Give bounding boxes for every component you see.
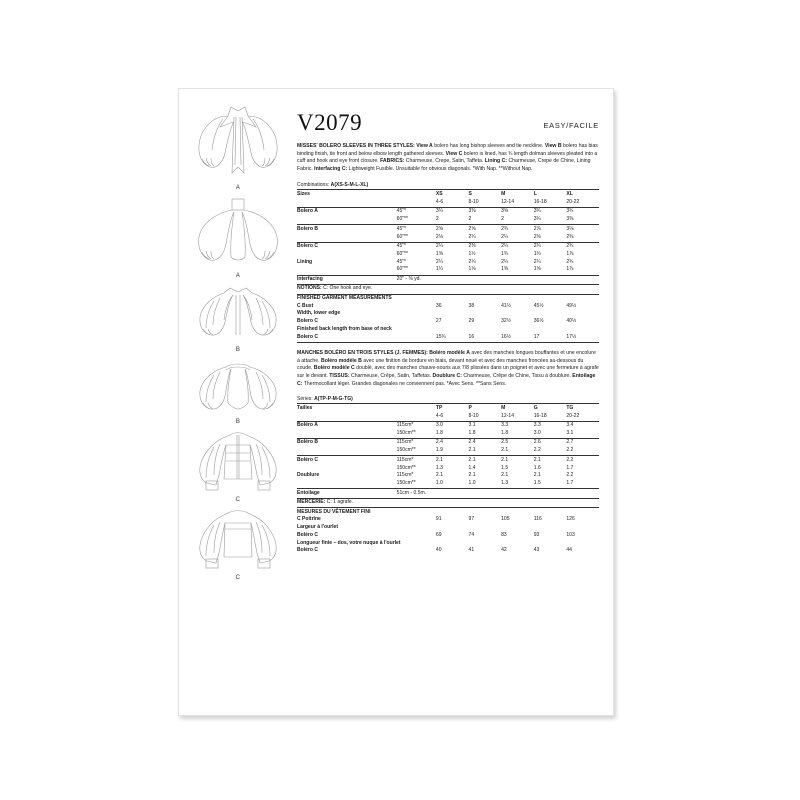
series-label: Séries: [297,395,313,402]
combinations-label: Combinations: [297,181,330,188]
entoilage-label: Entoilage [297,489,397,499]
imperial-yardage-table [297,189,599,343]
table-row [297,508,599,516]
series-value: A(TP-P-M-G-TG) [314,395,353,402]
table-row: Bolero C 45"* 2¼ 2⅜ 2¼ 2¼ 2¾ [297,243,574,250]
size-name: XL [566,190,599,199]
illustration-a-front [188,103,288,191]
illustration-c-back [188,507,288,581]
table-row: Boléro C 69 74 83 93 103 [297,531,575,538]
table-row: Bolero C 27 29 32½ 36½ 40½ [297,318,577,325]
table-row [297,412,599,421]
table-row: Doublure 115cm* 2.1 2.1 2.1 2.1 2.2 [297,472,574,479]
table-row: 150cm** 1.9 2.1 2.1 2.2 2.2 [297,447,599,456]
table-row-entoilage [297,489,599,499]
notions-row [297,285,599,295]
header-row [297,111,599,134]
table-row [297,294,599,302]
size-name: P [469,403,502,412]
description-english: MISSES' BOLERO SLEEVES IN THREE STYLES: View A bolero has long bishop sleeves and tie neckline. View B bolero has bias binding finish, tie front and below elbow length gathered sleeves. View C bolero is lined, has ¾ length dolman sleeves pleated into a cuff and hook and eye front closure. FABRICS: Charmeuse, Crepe, Satin, Taffeta. Lining C: Charmeuse, Crepe de Chine, Lining Fabric. Interfacing C: Lightweight Fusible. Unsuitable for obvious diagonals. *With Nap. **Without Nap. [297,143,598,173]
series-line [297,396,599,403]
table-row: 150cm** 1.8 1.8 1.8 3.0 3.1 [297,430,599,439]
table-row: 150cm** 1.0 1.0 1.3 1.5 1.7 [297,480,599,489]
illustration-c-front [188,429,288,503]
size-range: 8-10 [469,199,502,208]
size-range: 16-18 [534,412,567,421]
interfacing-label: Interfacing [297,275,397,285]
table-row-notions [297,285,599,295]
size-range: 20-22 [566,199,599,208]
table-row: C Poitrine 91 97 105 116 126 [297,516,575,523]
sizes-header: Sizes [297,190,397,199]
finished-measurements-title: FINISHED GARMENT MEASUREMENTS [297,294,392,301]
table-row: 60"** 1⅜ 1½ 1¾ 1¾ 1⅞ [396,250,574,257]
table-row-interfacing [297,275,599,285]
size-range: 12-14 [501,199,534,208]
table-row [297,190,599,199]
illustration-label: B [235,419,241,425]
table-row: 60"** 2⅛ 2¼ 2¼ 2⅜ 2⅜ [297,233,599,242]
difficulty-badge: EASY/FACILE [543,121,599,131]
notions-label: NOTIONS: [297,285,322,292]
table-row: Boléro B 115cm* 2.4 2.4 2.5 2.6 2.7 [297,439,574,446]
page-title: V2079 [297,110,363,135]
size-range: 20-22 [566,412,599,421]
table-row [297,403,599,412]
size-name: M [501,190,534,199]
illustration-b-back [188,357,288,425]
table-row: 150cm** 1.3 1.4 1.5 1.6 1.7 [396,464,574,471]
size-range: 4-6 [436,199,469,208]
table-row: Width, lower edge [297,310,341,317]
illustration-a-back [188,195,288,279]
size-range: 16-18 [534,199,567,208]
illustration-label: A [235,185,241,191]
table-row: Boléro A 115cm* 3.0 3.1 3.3 3.3 3.4 [297,422,574,429]
size-range: 12-14 [501,412,534,421]
pattern-envelope-page [178,88,614,716]
illustration-b-front [188,283,288,353]
notions-value: C: One hook and eye. [323,285,373,292]
table-row: Longueur finie – dos, votre nuque à l'ourlet [297,539,401,546]
size-name: M [501,403,534,412]
mercerie-row [297,498,599,508]
size-name: TP [436,403,469,412]
table-row: C Bust 36 38 41½ 45½ 49½ [297,302,577,309]
table-row: Largeur à l'ourlet [297,524,339,531]
size-name: G [534,403,567,412]
size-range: 8-10 [469,412,502,421]
table-row: Boléro C 115cm* 2.1 2.1 2.1 2.1 2.2 [297,456,574,463]
table-row: Bolero A 45"* 3¼ 3⅜ 3⅝ 3¾ 3¾ [297,208,574,215]
size-name: L [534,190,567,199]
text-column [291,89,613,715]
illustration-label: C [235,575,241,581]
entoilage-value: 51cm - 0.5m. [397,489,599,499]
table-row: Finished back length from base of neck [297,325,392,332]
table-row [297,199,599,208]
table-row: Bolero B 45"* 2⅝ 2⅝ 2¾ 2⅞ 3⅛ [297,225,574,232]
combinations-line [297,182,599,189]
table-row: 60"** 2 2 2 3¼ 3⅜ [297,216,599,225]
illustration-label: A [235,273,241,279]
interfacing-value: 20" - ⅜ yd. [397,275,599,285]
mercerie-value: C: 1 agrafe. [326,499,354,506]
size-name: S [469,190,502,199]
table-row: Bolero C 15¾ 16 16½ 17 17½ [297,333,599,342]
combinations-value: A(XS-S-M-L-XL) [330,181,369,188]
table-row: Lining 45"* 2¼ 2¼ 2¼ 2¼ 2¾ [297,258,574,265]
size-name: TG [566,403,599,412]
size-range: 4-6 [436,412,469,421]
mercerie-label: MERCERIE: [297,499,326,506]
metric-yardage-table [297,403,599,555]
table-row-mercerie [297,498,599,508]
description-french: MANCHES BOLÉRO EN TROIS STYLES (J. FEMMES): Boléro modèle A avec des manches longues bouffantes et une encolure à attache. Boléro modèle B avec une finition de bordure en biais, devant noué et avec des manches froncées au-dessous du coude. Boléro modèle C doublé, avec des manches chauve-souris aux 7/8 plissées dans un poignet et avec une fermeture à agrafe sur le devant. TISSUS: Charmeuse, Crêpe, Satin, Taffetas. Doublure C: Charmeuse, Crêpe de Chine, Tissu à doublure. Entoilage C: Thermocollant léger. Grandes diagonales ne conviennent pas. *Avec Sens. **Sans Sens. [297,349,599,387]
size-name: XS [436,190,469,199]
table-row: Boléro C 40 41 42 43 44 [297,547,572,554]
illustration-column [179,89,291,715]
illustration-label: B [235,347,241,353]
tailles-header: Tailles [297,403,397,412]
table-row: 60"** 1¼ 1⅛ 1⅜ 1⅝ 1⅞ [297,266,599,275]
illustration-label: C [235,497,241,503]
mesures-title: MESURES DU VÊTEMENT FINI [297,508,371,515]
